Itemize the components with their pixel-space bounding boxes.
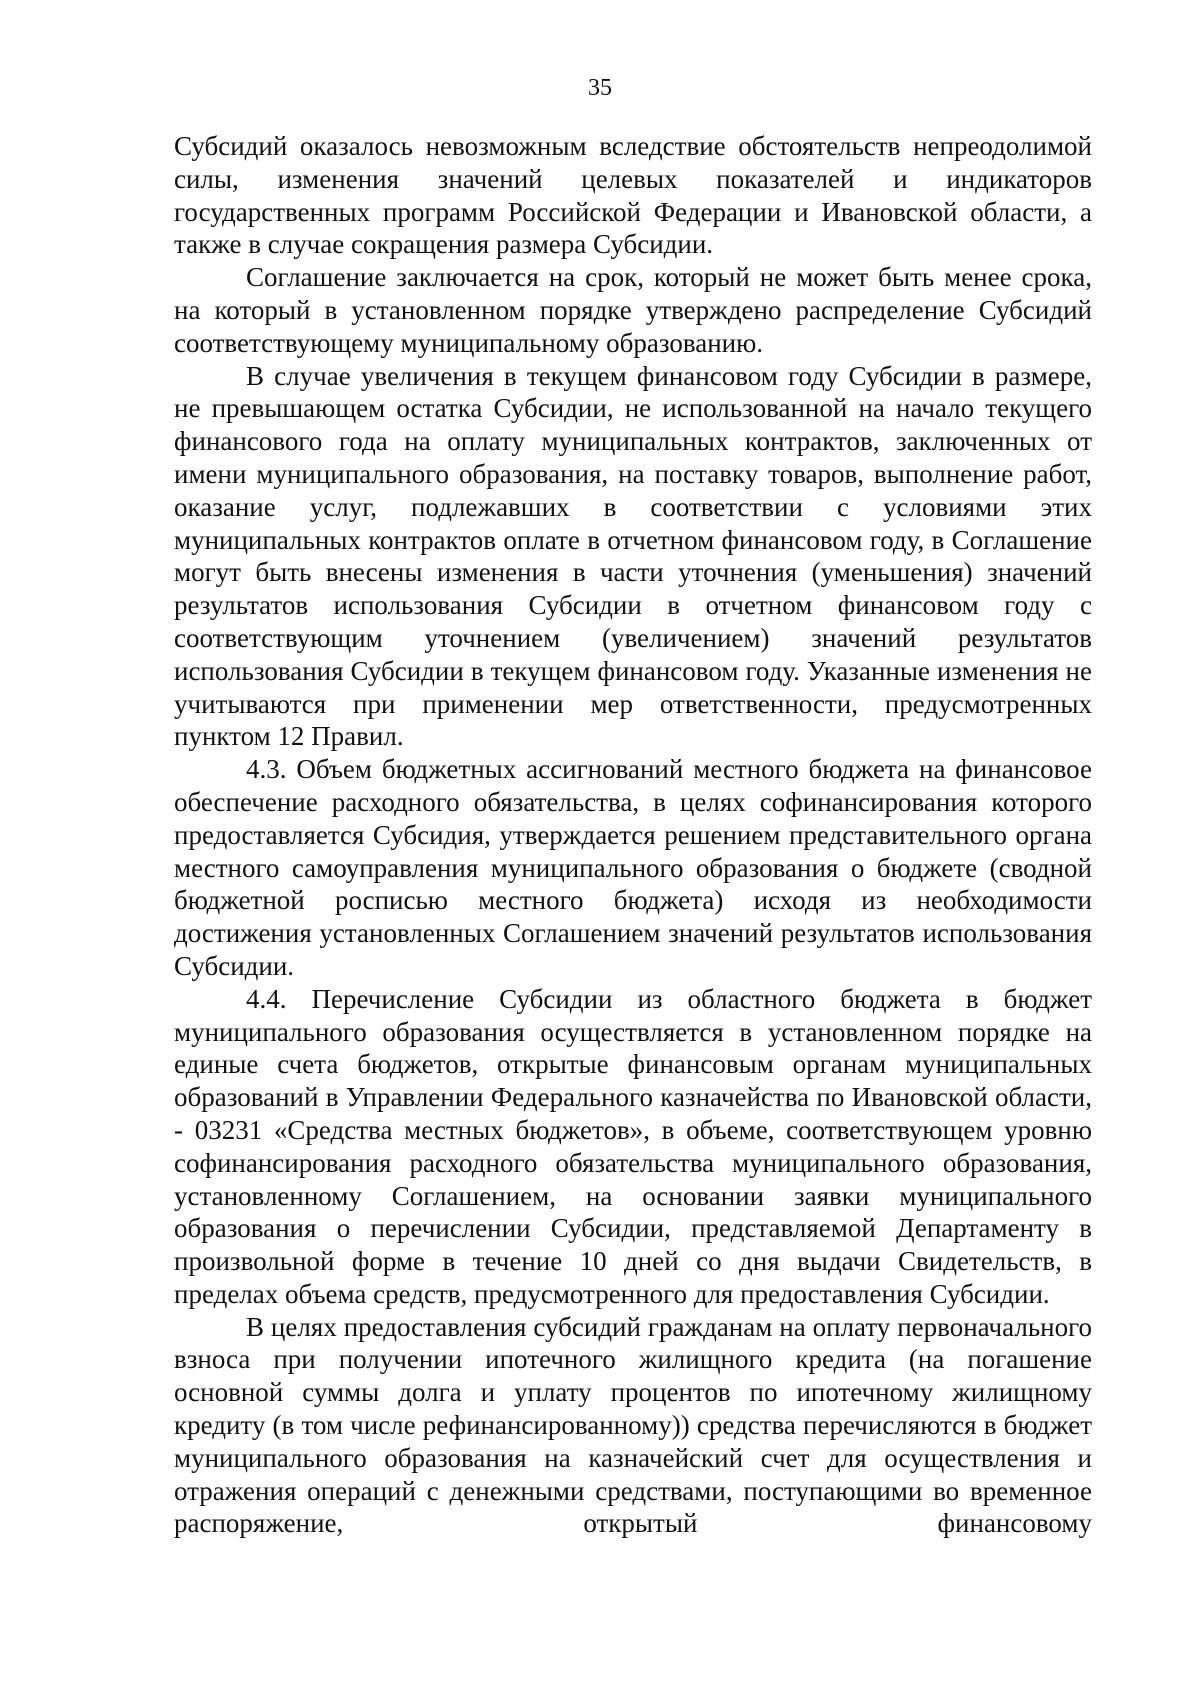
paragraph-mortgage-subsidies: В целях предоставления субсидий гражданам на оплату первоначального взноса при получении ипотечного жилищного кредита (на погашение основной суммы долга и уплату процентов по ипотечному жилищному кредиту (в том числе рефинансированному)) средства перечисляются в бюджет муниципального образования на казначейский счет для осуществления и отражения операций с денежными средствами, поступающими во временное распоряжение, открытый финансовому (174, 1311, 1092, 1539)
paragraph-4-3: 4.3. Объем бюджетных ассигнований местного бюджета на финансовое обеспечение расходного обязательства, в целях софинансирования которого предоставляется Субсидия, утверждается решением представительного органа местного самоуправления муниципального образования о бюджете (сводной бюджетной росписью местного бюджета) исходя из необходимости достижения установленных Соглашением значений результатов использования Субсидии. (174, 754, 1092, 981)
paragraph-subsidy-increase: В случае увеличения в текущем финансовом году Субсидии в размере, не превышающем остатка Субсидии, не использованной на начало текущего финансового года на оплату муниципальных контрактов, заключенных от имени муниципального образования, на поставку товаров, выполнение работ, оказание услуг, подлежавших в соответствии с условиями этих муниципальных контрактов оплате в отчетном финансовом году, в Соглашение могут быть внесены изменения в части уточнения (уменьшения) значений результатов использования Субсидии в отчетном финансовом году с соответствующим уточнением (увеличением) значений результатов использования Субсидии в текущем финансовом году. Указанные изменения не учитываются при применении мер ответственности, предусмотренных пунктом 12 Правил. (174, 360, 1092, 752)
paragraph-agreement-term: Соглашение заключается на срок, который не может быть менее срока, на который в установленном порядке утверждено распределение Субсидий соответствующему муниципальному образованию. (174, 262, 1092, 358)
page-number: 35 (588, 75, 612, 101)
paragraph-subsidy-continuation: Субсидий оказалось невозможным вследствие обстоятельств непреодолимой силы, изменения значений целевых показателей и индикаторов государственных программ Российской Федерации и Ивановской области, а также в случае сокращения размера Субсидии. (174, 131, 1092, 260)
document-body (174, 130, 1092, 1540)
paragraph-4-4: 4.4. Перечисление Субсидии из областного бюджета в бюджет муниципального образования осуществляется в установленном порядке на единые счета бюджетов, открытые финансовым органам муниципальных образований в Управлении Федерального казначейства по Ивановской области, - 03231 «Средства местных бюджетов», в объеме, соответствующем уровню софинансирования расходного обязательства муниципального образования, установленному Соглашением, на основании заявки муниципального образования о перечислении Субсидии, представляемой Департаменту в произвольной форме в течение 10 дней со дня выдачи Свидетельств, в пределах объема средств, предусмотренного для предоставления Субсидии. (174, 983, 1092, 1309)
